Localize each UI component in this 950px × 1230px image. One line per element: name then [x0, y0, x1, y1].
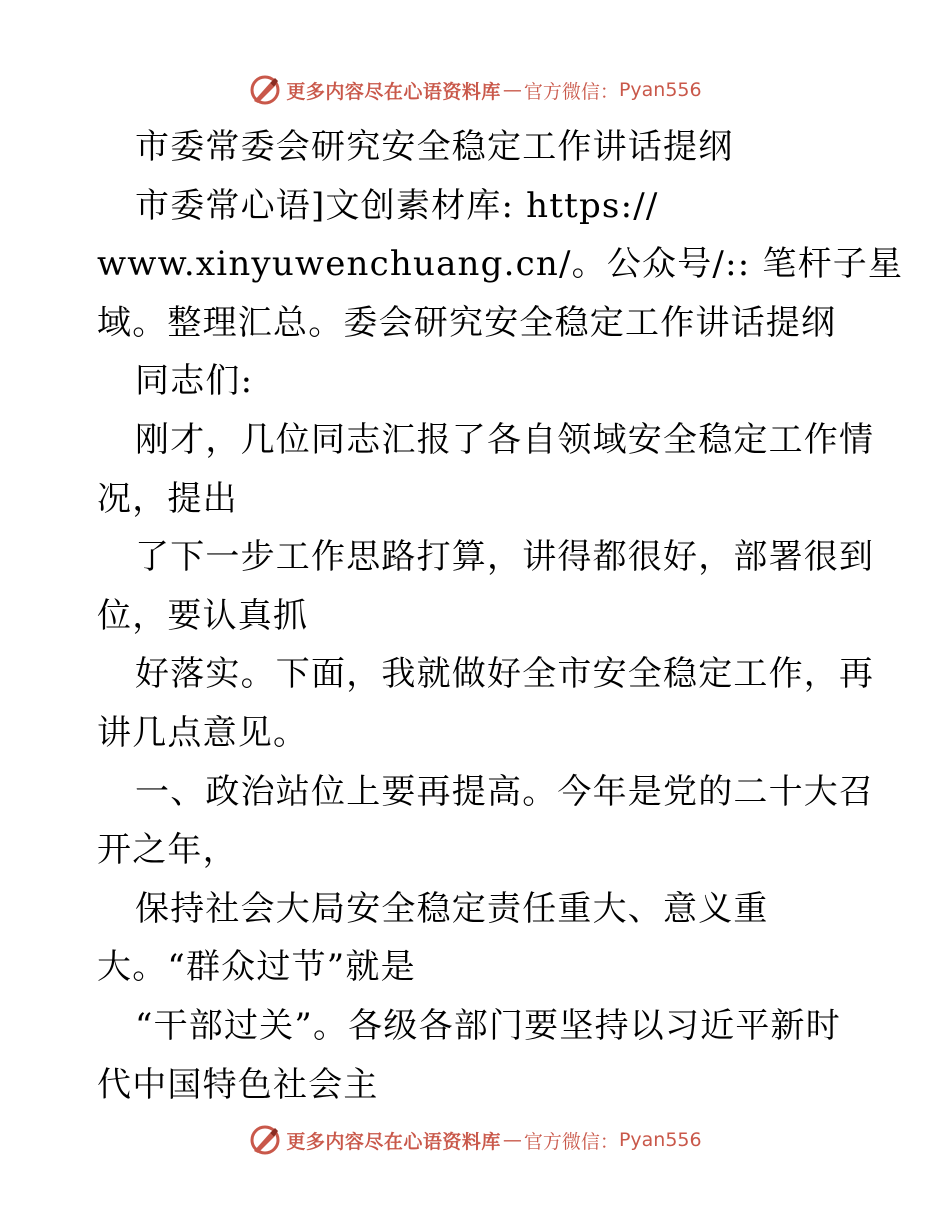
- doc-line: 开之年，: [97, 830, 238, 871]
- doc-line: 刚才，几位同志汇报了各自领域安全稳定工作情: [135, 419, 875, 460]
- separator: —: [502, 1129, 522, 1151]
- doc-title: 市委常委会研究安全稳定工作讲话提纲: [135, 127, 734, 167]
- wechat-label: 官方微信：: [523, 1130, 619, 1153]
- doc-line: 代中国特色社会主: [97, 1064, 379, 1105]
- separator: —: [502, 79, 522, 101]
- wechat-label: 官方微信：: [523, 80, 619, 103]
- doc-line: 保持社会大局安全稳定责任重大、意义重: [135, 888, 769, 929]
- pen-logo-icon: [248, 73, 282, 107]
- wechat-id: Pyan556: [618, 79, 702, 101]
- doc-line: 域。整理汇总。委会研究安全稳定工作讲话提纲: [97, 302, 837, 343]
- doc-line: www.xinyuwenchuang.cn/。公众号/:: 笔杆子星: [97, 244, 904, 285]
- brand-text: 更多内容尽在心语资料库: [286, 80, 501, 103]
- doc-line: “干部过关”。各级各部门要坚持以习近平新时: [135, 1005, 841, 1046]
- doc-line: 况，提出: [97, 478, 238, 519]
- doc-line: 位，要认真抓: [97, 595, 309, 636]
- doc-line: 好落实。下面，我就做好全市安全稳定工作，再: [135, 654, 875, 695]
- doc-line: 市委常心语]文创素材库: https://: [135, 185, 659, 226]
- header-watermark: [0, 70, 950, 110]
- doc-line: 了下一步工作思路打算，讲得都很好，部署很到: [135, 537, 875, 578]
- footer-watermark: [0, 1120, 950, 1160]
- doc-line: 大。“群众过节”就是: [97, 947, 416, 988]
- wechat-id: Pyan556: [618, 1129, 702, 1151]
- doc-line: 同志们:: [135, 361, 254, 402]
- document-body: [97, 118, 904, 1114]
- doc-line: 讲几点意见。: [97, 712, 309, 753]
- pen-logo-icon: [248, 1123, 282, 1157]
- doc-line: 一、政治站位上要再提高。今年是党的二十大召: [135, 771, 875, 812]
- brand-text: 更多内容尽在心语资料库: [286, 1130, 501, 1153]
